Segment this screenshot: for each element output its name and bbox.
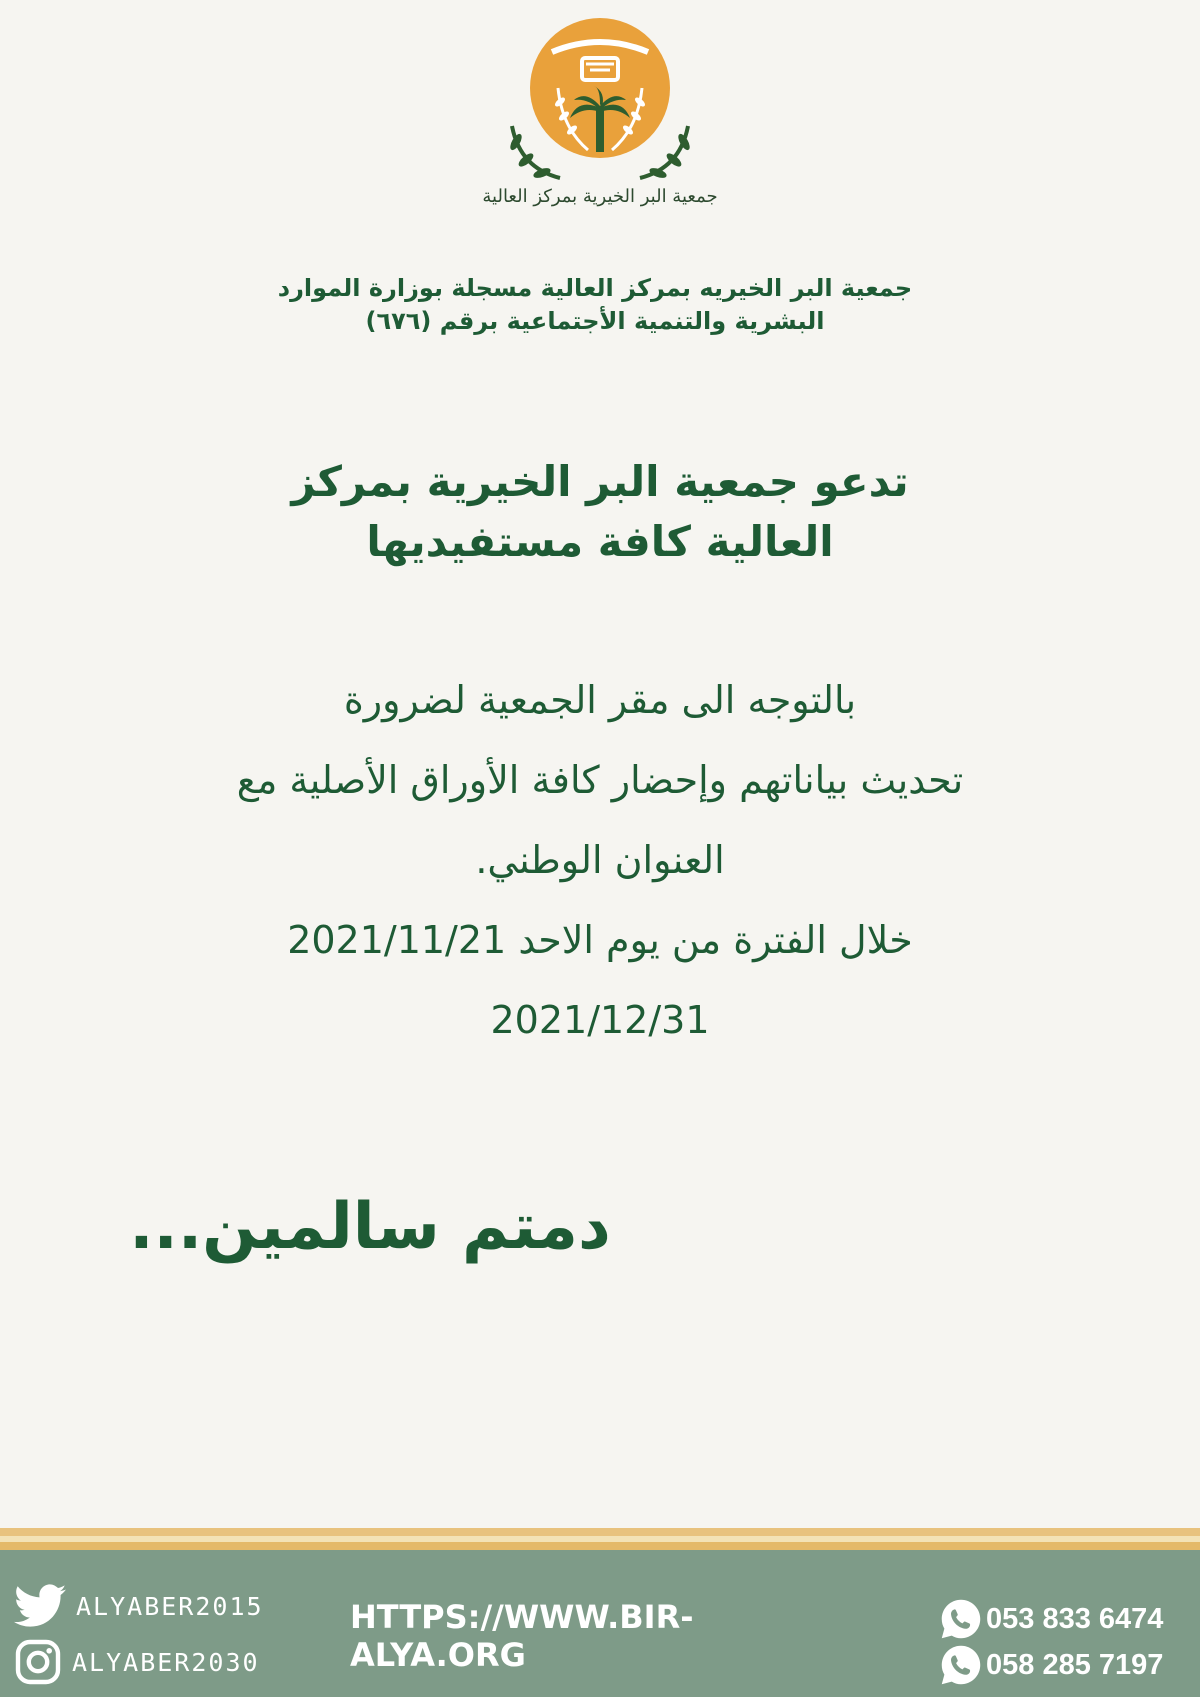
- start-date: 2021/11/21: [287, 918, 507, 962]
- twitter-handle: ALYABER2015: [76, 1591, 264, 1621]
- twitter-icon: [14, 1584, 66, 1628]
- headline-line-1: تدعو جمعية البر الخيرية بمركز: [291, 457, 909, 506]
- headline-line-2: العالية كافة مستفيديها: [366, 517, 834, 566]
- announcement-body: [120, 660, 1080, 1060]
- footer-stripe-top: [0, 1528, 1200, 1536]
- instagram-icon: [14, 1638, 62, 1686]
- body-line-4: [120, 900, 1080, 980]
- footer-stripe-bottom: [0, 1542, 1200, 1550]
- instagram-handle: ALYABER2030: [72, 1647, 260, 1677]
- phone-1[interactable]: [940, 1598, 1163, 1640]
- body-line-1: بالتوجه الى مقر الجمعية لضرورة: [343, 678, 857, 722]
- registration-line-1: جمعية البر الخيريه بمركز العالية مسجلة بوزارة الموارد: [277, 274, 913, 302]
- announcement-headline: [250, 452, 950, 572]
- registration-line-2: البشرية والتنمية الأجتماعية برقم (٦٧٦): [365, 307, 825, 335]
- twitter-link[interactable]: [14, 1584, 264, 1628]
- instagram-link[interactable]: [14, 1638, 260, 1686]
- whatsapp-icon: [940, 1644, 982, 1686]
- phone-number-2: 058 285 7197: [986, 1648, 1164, 1681]
- body-line-3: العنوان الوطني.: [475, 838, 725, 882]
- phone-2[interactable]: [940, 1644, 1163, 1686]
- period-label: خلال الفترة من يوم الاحد: [518, 918, 913, 962]
- phone-number-1: 053 833 6474: [986, 1602, 1164, 1635]
- body-line-2: تحديث بياناتهم وإحضار كافة الأوراق الأصلية مع: [236, 758, 964, 802]
- whatsapp-icon: [940, 1598, 982, 1640]
- end-date: 2021/12/31: [490, 998, 710, 1042]
- registration-statement: [230, 272, 960, 338]
- logo-caption: جمعية البر الخيرية بمركز العالية: [482, 186, 718, 207]
- website-link[interactable]: HTTPS://WWW.BIR-ALYA.ORG: [350, 1598, 694, 1674]
- closing-greeting: دمتم سالمين...: [129, 1190, 611, 1264]
